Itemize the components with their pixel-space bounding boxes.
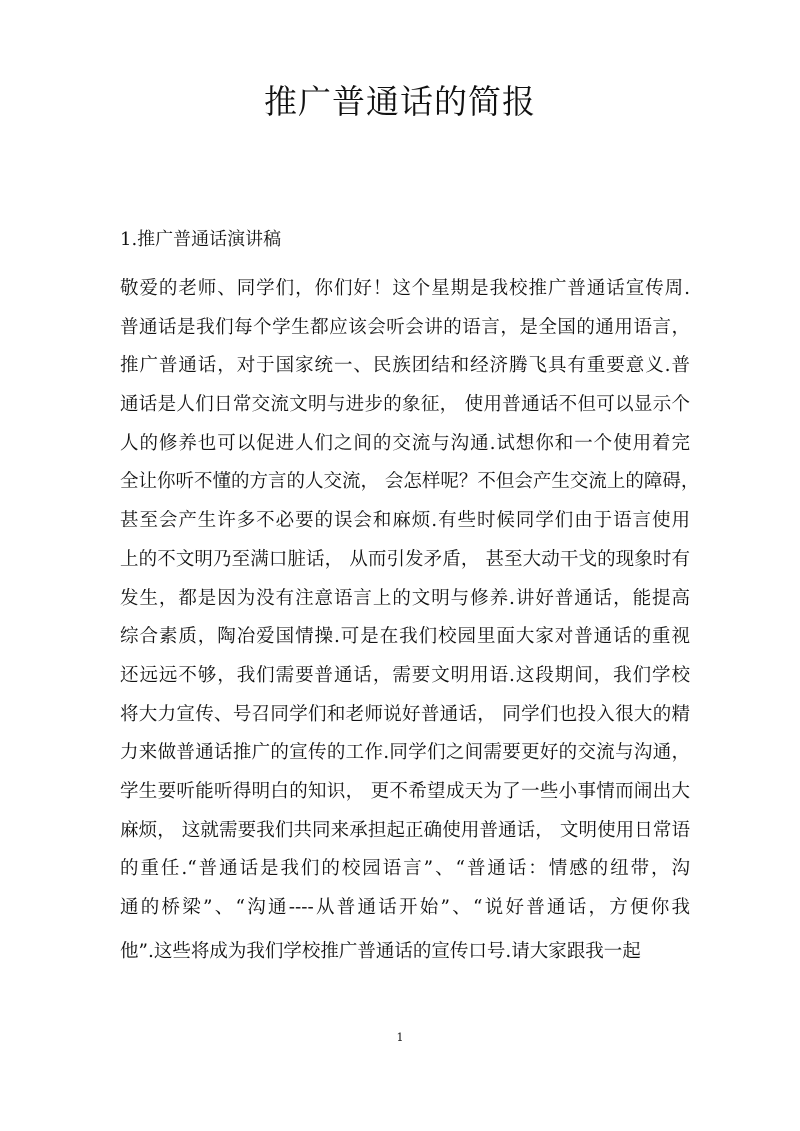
paragraph-line: 甚至会产生许多不必要的误会和麻烦.有些时候同学们由于语言使用 [120, 510, 690, 532]
paragraph-line: 敬爱的老师、同学们，你们好！这个星期是我校推广普通话宣传周. [120, 278, 690, 299]
page-number: 1 [396, 1031, 404, 1044]
paragraph-line: 综合素质，陶冶爱国情操.可是在我们校园里面大家对普通话的重视 [120, 626, 690, 648]
section-heading: 1.推广普通话演讲稿 [120, 229, 282, 250]
paragraph-line: 还远远不够，我们需要普通话，需要文明用语.这段期间，我们学校 [120, 664, 690, 686]
paragraph-line: 全让你听不懂的方言的人交流， 会怎样呢？不但会产生交流上的障碍， [120, 471, 700, 493]
paragraph-line: 他”.这些将成为我们学校推广普通话的宣传口号.请大家跟我一起 [120, 940, 641, 962]
paragraph-line: 麻烦， 这就需要我们共同来承担起正确使用普通话， 文明使用日常语 [120, 819, 690, 841]
paragraph-line: 推广普通话，对于国家统一、民族团结和经济腾飞具有重要意义.普 [120, 355, 690, 377]
paragraph-line: 的重任.“普通话是我们的校园语言”、“普通话：情感的纽带，沟 [120, 858, 690, 880]
body-paragraph [120, 270, 700, 971]
paragraph-line: 普通话是我们每个学生都应该会听会讲的语言，是全国的通用语言， [120, 316, 690, 338]
paragraph-line: 人的修养也可以促进人们之间的交流与沟通.试想你和一个使用着完 [120, 432, 690, 454]
document-title: 推广普通话的简报 [264, 82, 536, 121]
paragraph-line: 将大力宣传、号召同学们和老师说好普通话， 同学们也投入很大的精 [120, 703, 690, 725]
paragraph-line: 发生，都是因为没有注意语言上的文明与修养.讲好普通话，能提高 [120, 587, 690, 609]
paragraph-line: 通的桥梁”、“沟通----从普通话开始”、“说好普通话，方便你我 [120, 897, 690, 918]
paragraph-line: 力来做普通话推广的宣传的工作.同学们之间需要更好的交流与沟通， [120, 742, 690, 764]
paragraph-line: 通话是人们日常交流文明与进步的象征， 使用普通话不但可以显示个 [120, 394, 690, 416]
paragraph-line: 上的不文明乃至满口脏话， 从而引发矛盾， 甚至大动干戈的现象时有 [120, 548, 690, 570]
paragraph-line: 学生要听能听得明白的知识， 更不希望成天为了一些小事情而闹出大 [120, 780, 690, 802]
